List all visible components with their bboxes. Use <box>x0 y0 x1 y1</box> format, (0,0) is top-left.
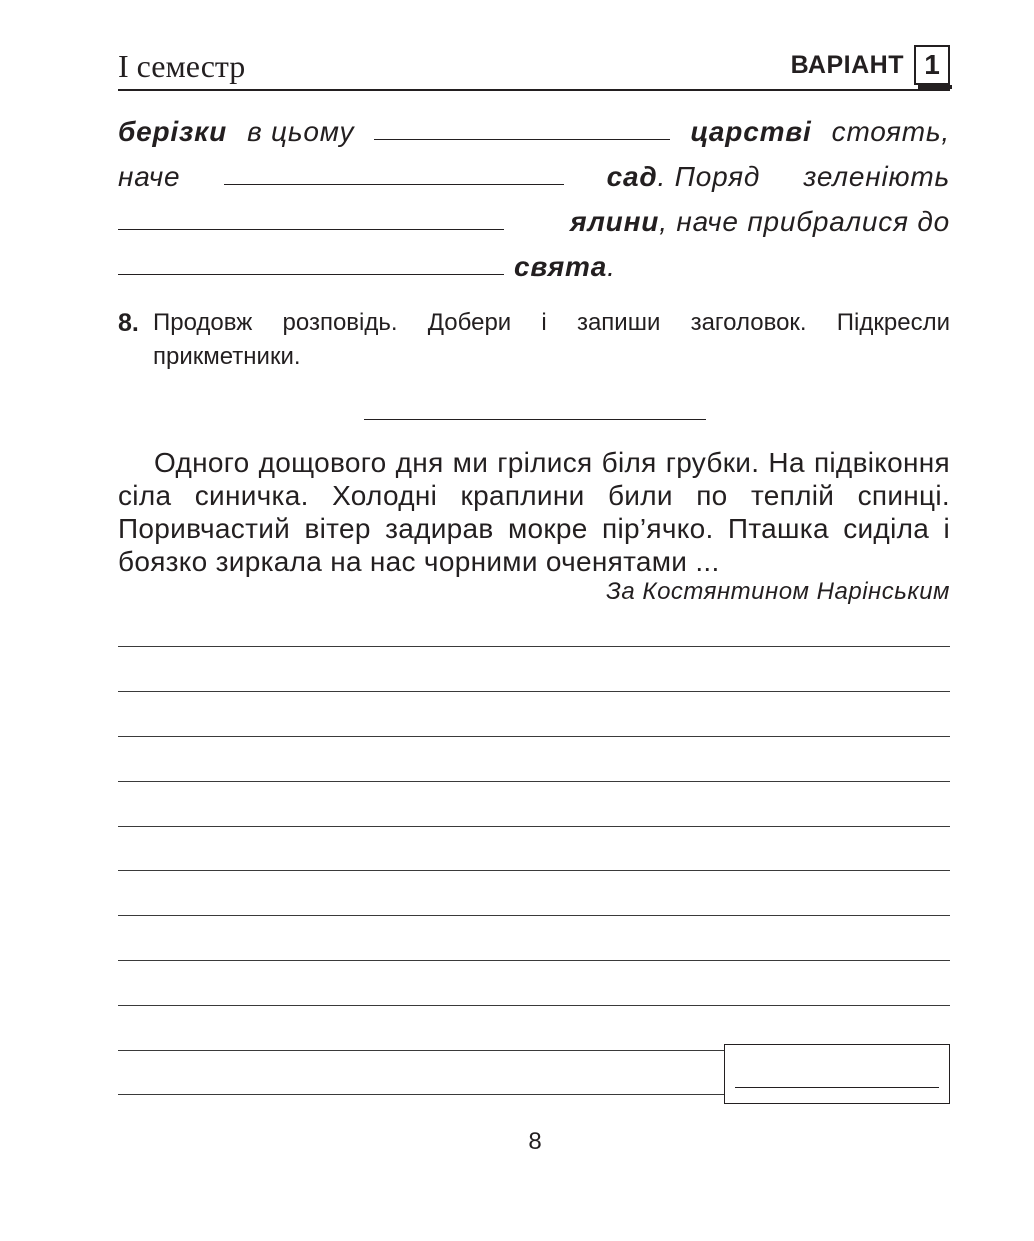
passage-word-group <box>607 161 761 193</box>
passage-line-4 <box>118 243 950 283</box>
passage-word-group <box>570 206 950 238</box>
fill-blank[interactable] <box>374 138 670 140</box>
passage-word: ялини <box>570 206 660 237</box>
passage-word: , наче прибралися до <box>659 206 950 237</box>
passage-word: в цьому <box>247 116 355 147</box>
passage-word: . <box>607 251 616 282</box>
passage-word: наче <box>118 161 181 192</box>
semester-label: I семестр <box>118 48 246 84</box>
passage-word: берізки <box>118 116 227 147</box>
page-number: 8 <box>528 1128 542 1155</box>
writing-line[interactable] <box>118 781 950 782</box>
passage-word: . Поряд <box>657 161 761 192</box>
task-number: 8. <box>118 309 139 337</box>
passage-line-3 <box>118 198 950 238</box>
variant-number-box <box>914 45 950 85</box>
score-box <box>724 1044 950 1104</box>
story-author: За Костянтином Нарінським <box>606 578 950 605</box>
story-text: Одного дощового дня ми грілися біля грубки. На підвіконня сіла синичка. Холодні краплини били по теплій спинці. Поривчастий вітер задирав мокре пір’ячко. Пташка сиділа і боязко зиркала на нас чорними оченятами ... <box>118 447 950 577</box>
passage-word: сад <box>606 161 658 192</box>
writing-line[interactable] <box>118 736 950 737</box>
score-line[interactable] <box>735 1087 939 1088</box>
writing-line[interactable] <box>118 1094 724 1095</box>
passage-word: свята <box>514 251 608 282</box>
passage-line-2 <box>118 153 950 193</box>
writing-line[interactable] <box>118 826 950 827</box>
task-instruction: Продовж розповідь. Добери і запиши заголовок. Підкресли прикметники. <box>153 309 950 370</box>
title-blank[interactable] <box>364 419 706 420</box>
writing-line[interactable] <box>118 915 950 916</box>
writing-line[interactable] <box>118 960 950 961</box>
writing-line[interactable] <box>118 691 950 692</box>
writing-line[interactable] <box>118 1050 724 1051</box>
passage-line-1 <box>118 108 950 148</box>
fill-blank[interactable] <box>118 228 504 230</box>
variant-number: 1 <box>924 49 940 80</box>
passage-word: стоять, <box>831 116 950 147</box>
writing-line[interactable] <box>118 1005 950 1006</box>
fill-blank[interactable] <box>224 183 564 185</box>
variant-label: ВАРІАНТ <box>790 50 904 79</box>
writing-line[interactable] <box>118 646 950 647</box>
variant-indicator <box>791 42 950 88</box>
header-divider <box>118 89 950 91</box>
task-8 <box>118 306 950 374</box>
passage-word-group <box>514 251 616 283</box>
fill-blank[interactable] <box>118 273 504 275</box>
passage-word: зеленіють <box>803 161 950 192</box>
passage-word: царстві <box>690 116 812 147</box>
writing-line[interactable] <box>118 870 950 871</box>
